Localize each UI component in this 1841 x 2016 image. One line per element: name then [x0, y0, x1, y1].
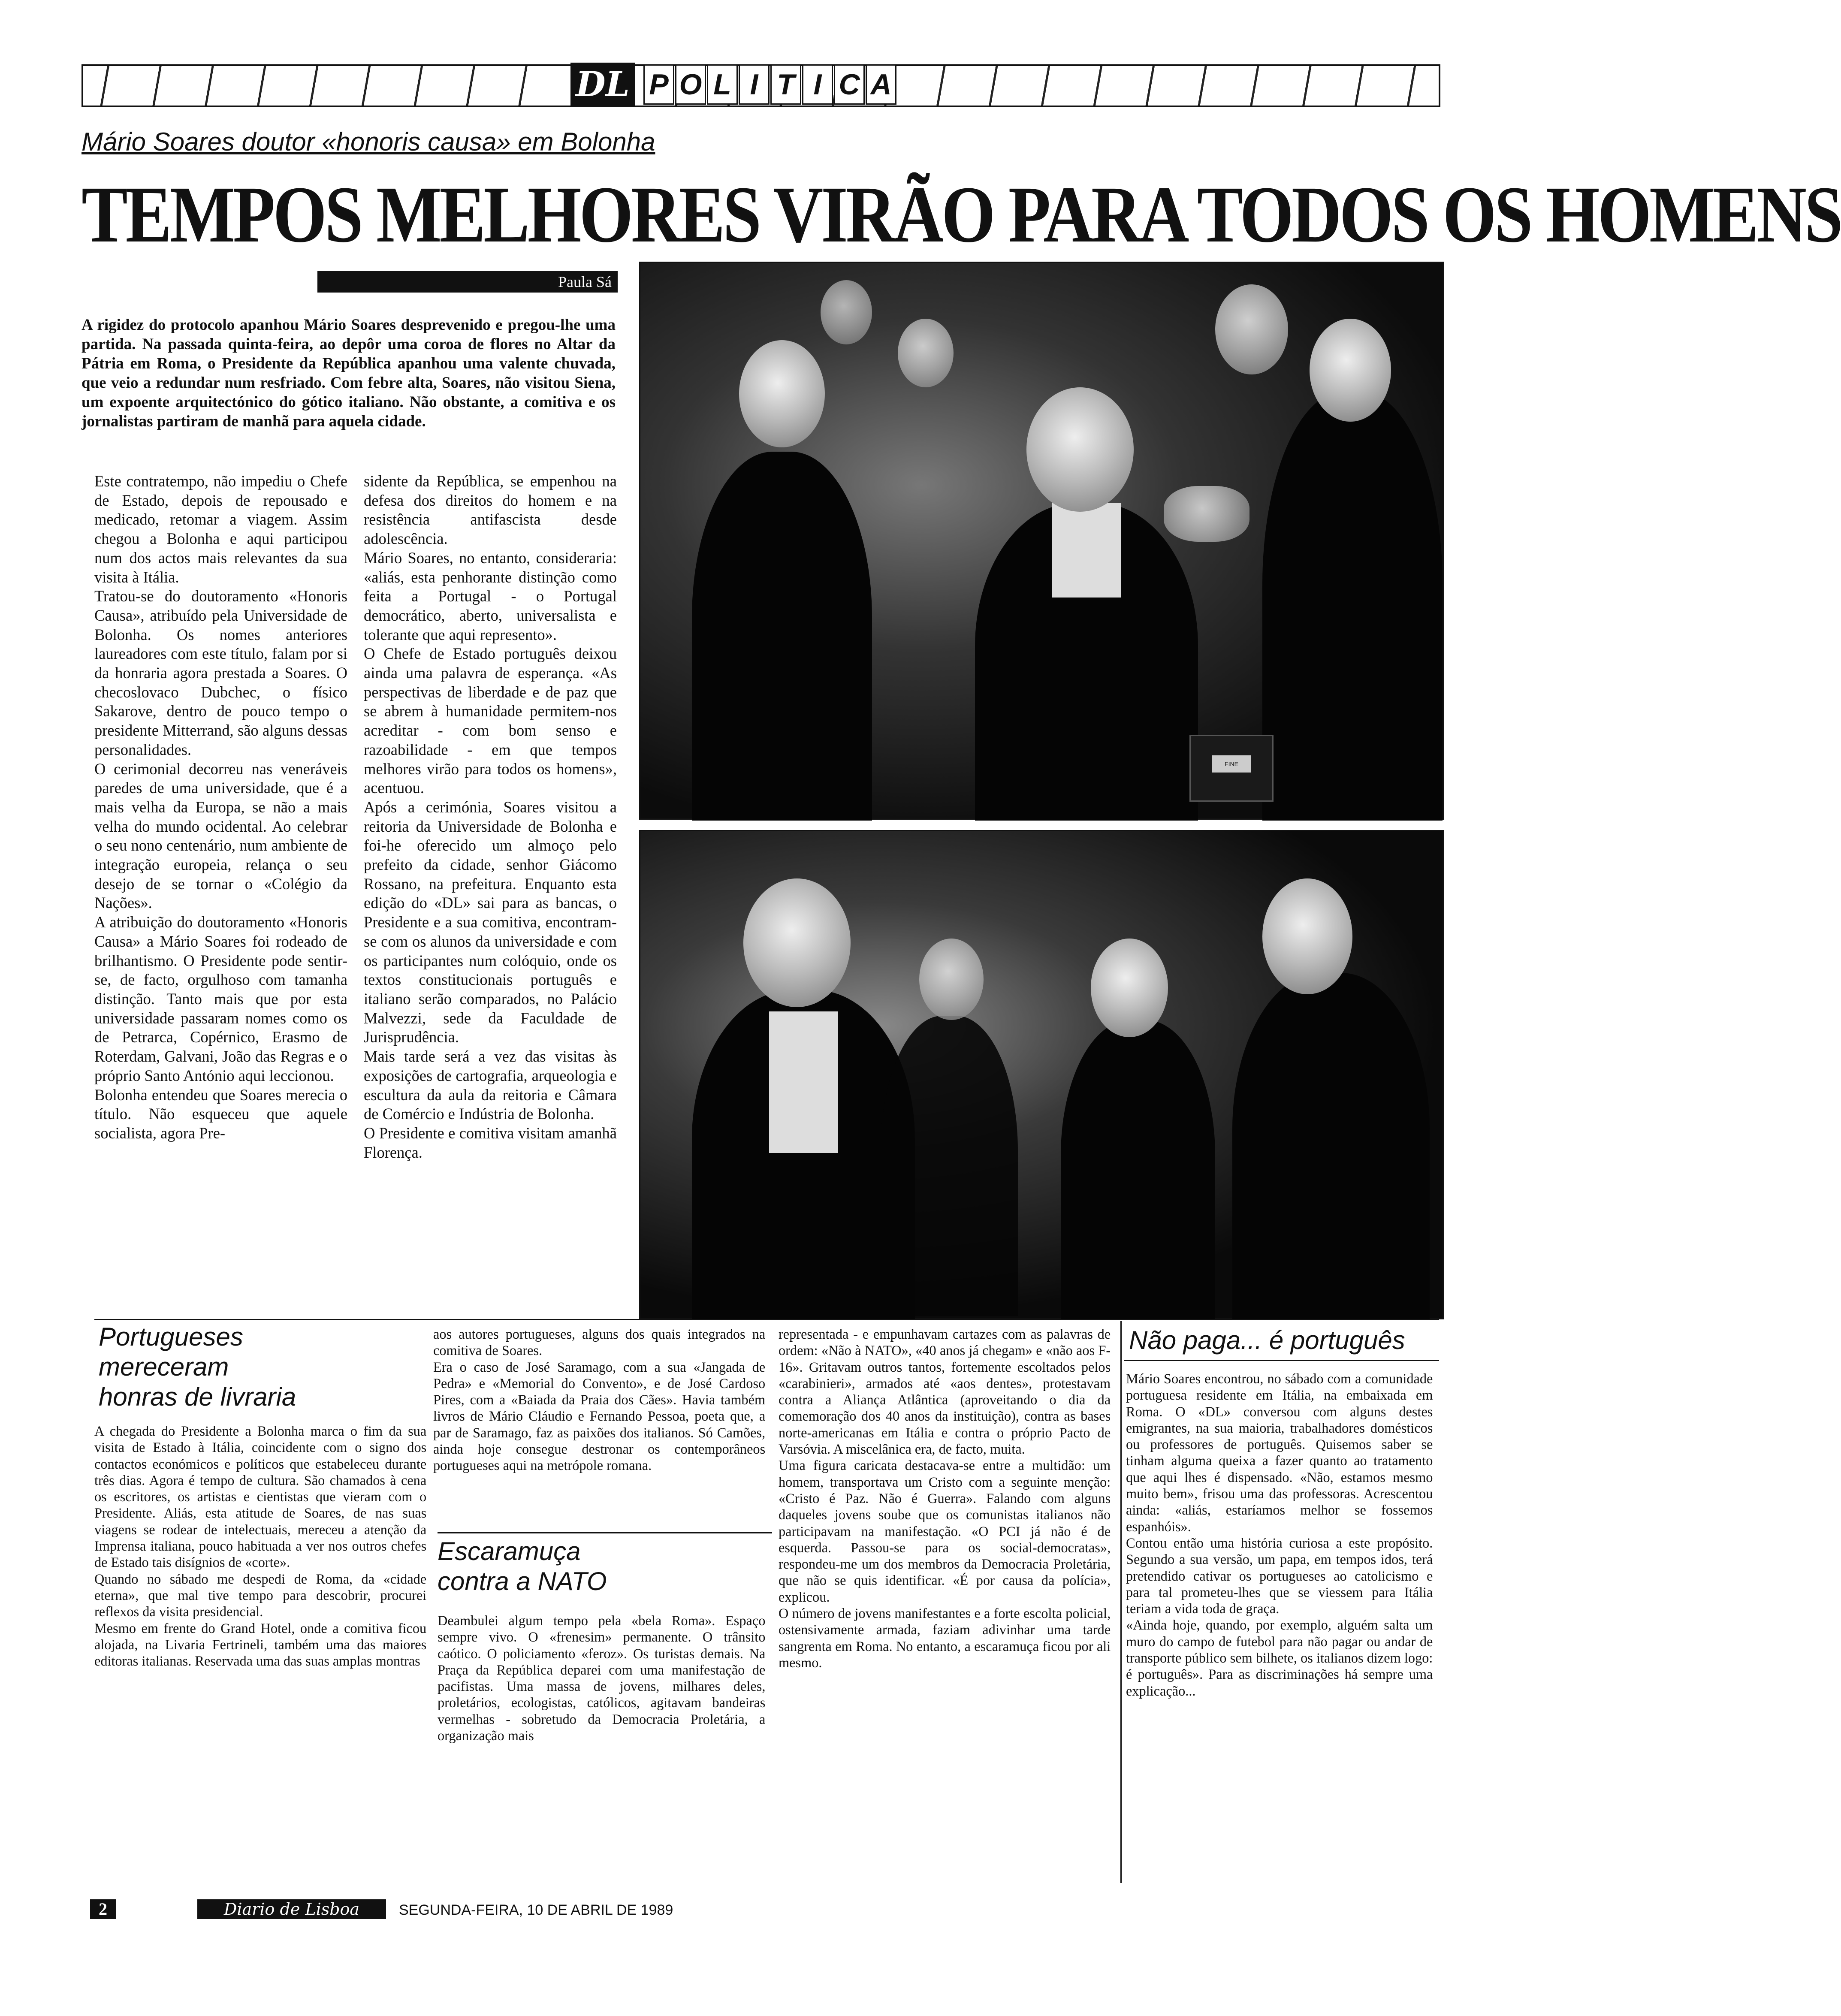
article-kicker: Mário Soares doutor «honoris causa» em Bolonha [81, 127, 655, 156]
paragraph: Contou então uma história curiosa a este propósito. Segundo a sua versão, um papa, em tempos idos, terá pretendido cativar os portugueses ao catolicismo e para tal prometeu-lhes que se viessem para Itália teriam a vida toda de graça. [1126, 1535, 1433, 1617]
figure [692, 452, 872, 821]
section-letter: C [834, 64, 865, 105]
figure [1262, 392, 1443, 821]
photo-ceremony-applause [639, 262, 1444, 820]
section-letter: L [707, 64, 738, 105]
paragraph: Bolonha entendeu que Soares merecia o título. Não esqueceu que aquele socialista, agora Pre- [94, 1086, 347, 1142]
figure [1026, 387, 1134, 512]
box-title-livraria [99, 1322, 339, 1412]
paragraph: Tratou-se do doutoramento «Honoris Causa», atribuído pela Universidade de Bolonha. Os nomes anteriores laureadores com este título, falam por si da honraria agora prestada a Soares. O checoslovaco Dubchec, o físico Sakarove, dentro de pouco tempo o presidente Mitterrand, são alguns dessas personalidades. [94, 587, 347, 758]
divider [438, 1532, 772, 1533]
paragraph: Mário Soares, no entanto, consideraria: «aliás, esta penhorante distinção como feita a Portugal - o Portugal democrático, aberto, universalista e tolerante que aqui represento». [364, 549, 617, 643]
figure [919, 939, 984, 1020]
box1-column-2 [433, 1326, 765, 1474]
figure [1091, 939, 1168, 1037]
paragraph: Quando no sábado me despedi de Roma, da «cidade eterna», que mal tive tempo para descobrir, procurei reflexos da visita presidencial. [94, 1571, 427, 1620]
figure [1215, 284, 1288, 374]
paragraph: O cerimonial decorreu nas veneráveis paredes de uma universidade, que é a mais velha da Europa, se não a mais velha do mundo ocidental. Ao celebrar o seu nono centenário, num ambiente de integração europeia, relança o seu desejo de se tornar o «Colégio da Nações». [94, 760, 347, 912]
figure [743, 878, 851, 1007]
section-letter: A [866, 64, 896, 105]
article-column-2 [364, 472, 617, 1162]
figure [898, 319, 954, 387]
section-letter: I [739, 64, 770, 105]
photo-reception [639, 830, 1444, 1319]
paragraph: Após a cerimónia, Soares visitou a reitoria da Universidade de Bolonha e foi-he oferecido um almoço pelo prefeito da cidade, senhor Giácomo Rossano, na prefeitura. Enquanto esta edição do «DL» sai para as bancas, o Presidente e a sua comitiva, encontram-se com os alunos da universidade e com os participantes num colóquio, onde os textos constitucionais português e italiano serão comparados, no Palácio Malvezzi, sede da Faculdade de Jurisprudência. [364, 798, 617, 1046]
podium [1189, 735, 1274, 802]
box-title-nato [438, 1536, 695, 1597]
footer-paper-name: Diario de Lisboa [197, 1899, 386, 1919]
box2-column-2 [779, 1326, 1111, 1671]
paragraph: Era o caso de José Saramago, com a sua «Jangada de Pedra» e «Memorial do Convento», e de José Cardoso Pires, com a «Baiada da Praia dos Cães». Havia também livros de Mário Cláudio e Fernando Pessoa, poeta que, a par de Saramago, faz as paixões dos italianos. Só Camões, ainda hoje consegue destronar os contemporâneos portugueses aqui na metrópole romana. [433, 1359, 766, 1474]
paragraph: Mais tarde será a vez das visitas às exposições de cartografia, arqueologia e escultura da aula da reitoria e Câmara de Comércio e Indústria de Bolonha. [364, 1047, 617, 1123]
paragraph: aos autores portugueses, alguns dos quais integrados na comitiva de Soares. [433, 1327, 766, 1359]
figure [1164, 486, 1249, 542]
section-title [643, 64, 897, 104]
title-line: honras de livraria [99, 1382, 296, 1411]
article-headline: TEMPOS MELHORES VIRÃO PARA TODOS OS HOMENS [81, 169, 1841, 259]
title-line: contra a NATO [438, 1567, 607, 1596]
figure [821, 280, 872, 344]
figure [881, 1016, 1018, 1316]
page-number: 2 [90, 1899, 116, 1919]
figure [1052, 503, 1121, 598]
section-letter: P [643, 64, 674, 105]
column-divider [1120, 1321, 1122, 1883]
figure [1061, 1020, 1215, 1320]
box2-column-1 [438, 1613, 765, 1744]
paragraph: Mário Soares encontrou, no sábado com a comunidade portuguesa residente em Itália, na embaixada em Roma. O «DL» conversou com alguns destes emigrantes, na sua maioria, trabalhadores domésticos ou professores de português. Quisemos saber se tinham alguma queixa a fazer quanto ao tratamento que aqui lhes é dispensado. «Não, estamos mesmo muito bem», frisou uma das professoras. Acrescentou ainda: «aliás, estaríamos melhor se fossemos espanhóis». [1126, 1371, 1433, 1535]
paper-logo: DL [570, 63, 635, 106]
paragraph: A chegada do Presidente a Bolonha marca o fim da sua visita de Estado à Itália, coincidente com o signo dos contactos económicos e políticos que estabeleceu durante três dias. Agora é tempo de cultura. São chamados à cena os escritores, os artistas e cientistas que vieram com o Presidente. Aliás, esta atitude de Soares, de nas suas viagens se rodear de intelectuais, mereceu a atenção da Imprensa italiana, pouco habituada a ver nos outros chefes de Estado tais disígnios de «corte». [94, 1424, 427, 1571]
paragraph: representada - e empunhavam cartazes com as palavras de ordem: «Não à NATO», «40 anos já chegam» e «não aos F-16». Gritavam outros tantos, fortemente escoltados pelos «carabinieri», armados até «aos dentes», protestavam contra a Aliança Atlântica (aproveitando o dia da comemoração dos 40 anos da instituição), contra as bases norte-americanas em Itália e contra o próprio Pacto de Varsóvia. A miscelânica era, de facto, muita. [779, 1327, 1111, 1458]
paragraph: O Presidente e comitiva visitam amanhã Florença. [364, 1124, 617, 1161]
box3-column [1126, 1371, 1433, 1699]
paragraph: Uma figura caricata destacava-se entre a multidão: um homem, transportava um Cristo com a seguinte menção: «Cristo é Paz. Não é Guerra». Falando com alguns daqueles jovens soube que os comunistas italianos não participavam na manifestação. «O PCI já não é de esquerda. Passou-se para os social-democratas», respondeu-me um dos membros da Democracia Proletária, que não se quis identificar. «É por causa da polícia», explicou. [779, 1458, 1111, 1605]
section-letter: O [675, 64, 706, 105]
section-letter: I [802, 64, 833, 105]
podium-sign: FINE [1212, 755, 1251, 773]
article-byline: Paula Sá [317, 271, 618, 293]
title-line: Escaramuça [438, 1537, 581, 1566]
box-title-nao-paga: Não paga... é português [1129, 1326, 1405, 1355]
title-line: Portugueses [99, 1322, 243, 1351]
footer-date: SEGUNDA-FEIRA, 10 DE ABRIL DE 1989 [399, 1902, 673, 1918]
paragraph: Este contratempo, não impediu o Chefe de Estado, depois de repousado e medicado, retomar a viagem. Assim chegou a Bolonha e aqui participou num dos actos mais relevantes da sua visita à Itália. [94, 472, 347, 586]
figure [769, 1011, 838, 1153]
title-line: mereceram [99, 1352, 229, 1381]
paragraph: O número de jovens manifestantes e a forte escolta policial, ostensivamente armada, faziam adivinhar uma tarde sangrenta em Roma. No entanto, a escaramuça ficou por ali mesmo. [779, 1606, 1111, 1671]
paragraph: «Ainda hoje, quando, por exemplo, alguém salta um muro do campo de futebol para não pagar ou andar de transporte público sem bilhete, os italianos dizem logo: é português». Para as discriminações há sempre uma explicação... [1126, 1618, 1433, 1699]
paragraph: O Chefe de Estado português deixou ainda uma palavra de esperança. «As perspectivas de liberdade e de paz que se abrem à humanidade permitem-nos acreditar - com bom senso e razoabilidade - em que tempos melhores virão para todos os homens», acentuou. [364, 645, 617, 797]
paragraph: Deambulei algum tempo pela «bela Roma». Espaço sempre vivo. O «frenesim» permanente. O trânsito caótico. O policiamento «feroz». Os turistas demais. Na Praça da República deparei com uma manifestação de pacifistas. Uma massa de jovens, milhares deles, proletários, ecologistas, católicos, agitavam bandeiras vermelhas - sobretudo da Democracia Proletária, a organização mais [438, 1613, 766, 1744]
figure [1262, 878, 1352, 994]
divider [1124, 1360, 1439, 1361]
divider [94, 1319, 1439, 1320]
article-column-1 [94, 472, 347, 1143]
paragraph: sidente da República, se empenhou na defesa dos direitos do homem e na resistência antifascista desde adolescência. [364, 472, 617, 548]
figure [1310, 319, 1391, 422]
box1-column-1 [94, 1423, 426, 1669]
figure [739, 340, 825, 447]
paragraph: Mesmo em frente do Grand Hotel, onde a comitiva ficou alojada, na Livaria Fertrineli, também uma das maiores editoras italianas. Reservada uma das suas amplas montras [94, 1621, 427, 1669]
figure [1232, 973, 1430, 1320]
section-letter: T [770, 64, 801, 105]
paragraph: A atribuição do doutoramento «Honoris Causa» a Mário Soares foi rodeado de brilhantismo. O Presidente pode sentir-se, de facto, orgulhoso com tamanha distinção. Tanto mais que por esta universidade passaram nomes como os de Petrarca, Copérnico, Erasmo de Roterdam, Galvani, João das Regras e o próprio Santo António aqui leccionou. [94, 913, 347, 1084]
article-lead: A rigidez do protocolo apanhou Mário Soares desprevenido e pregou-lhe uma partida. Na passada quinta-feira, ao depôr uma coroa de flores no Altar da Pátria em Roma, o Presidente da República apanhou uma valente chuvada, que veio a redundar num resfriado. Com febre alta, Soares, não visitou Siena, um expoente arquitectónico do gótico italiano. Não obstante, a comitiva e os jornalistas partiram de manhã para aquela cidade. [81, 316, 616, 430]
